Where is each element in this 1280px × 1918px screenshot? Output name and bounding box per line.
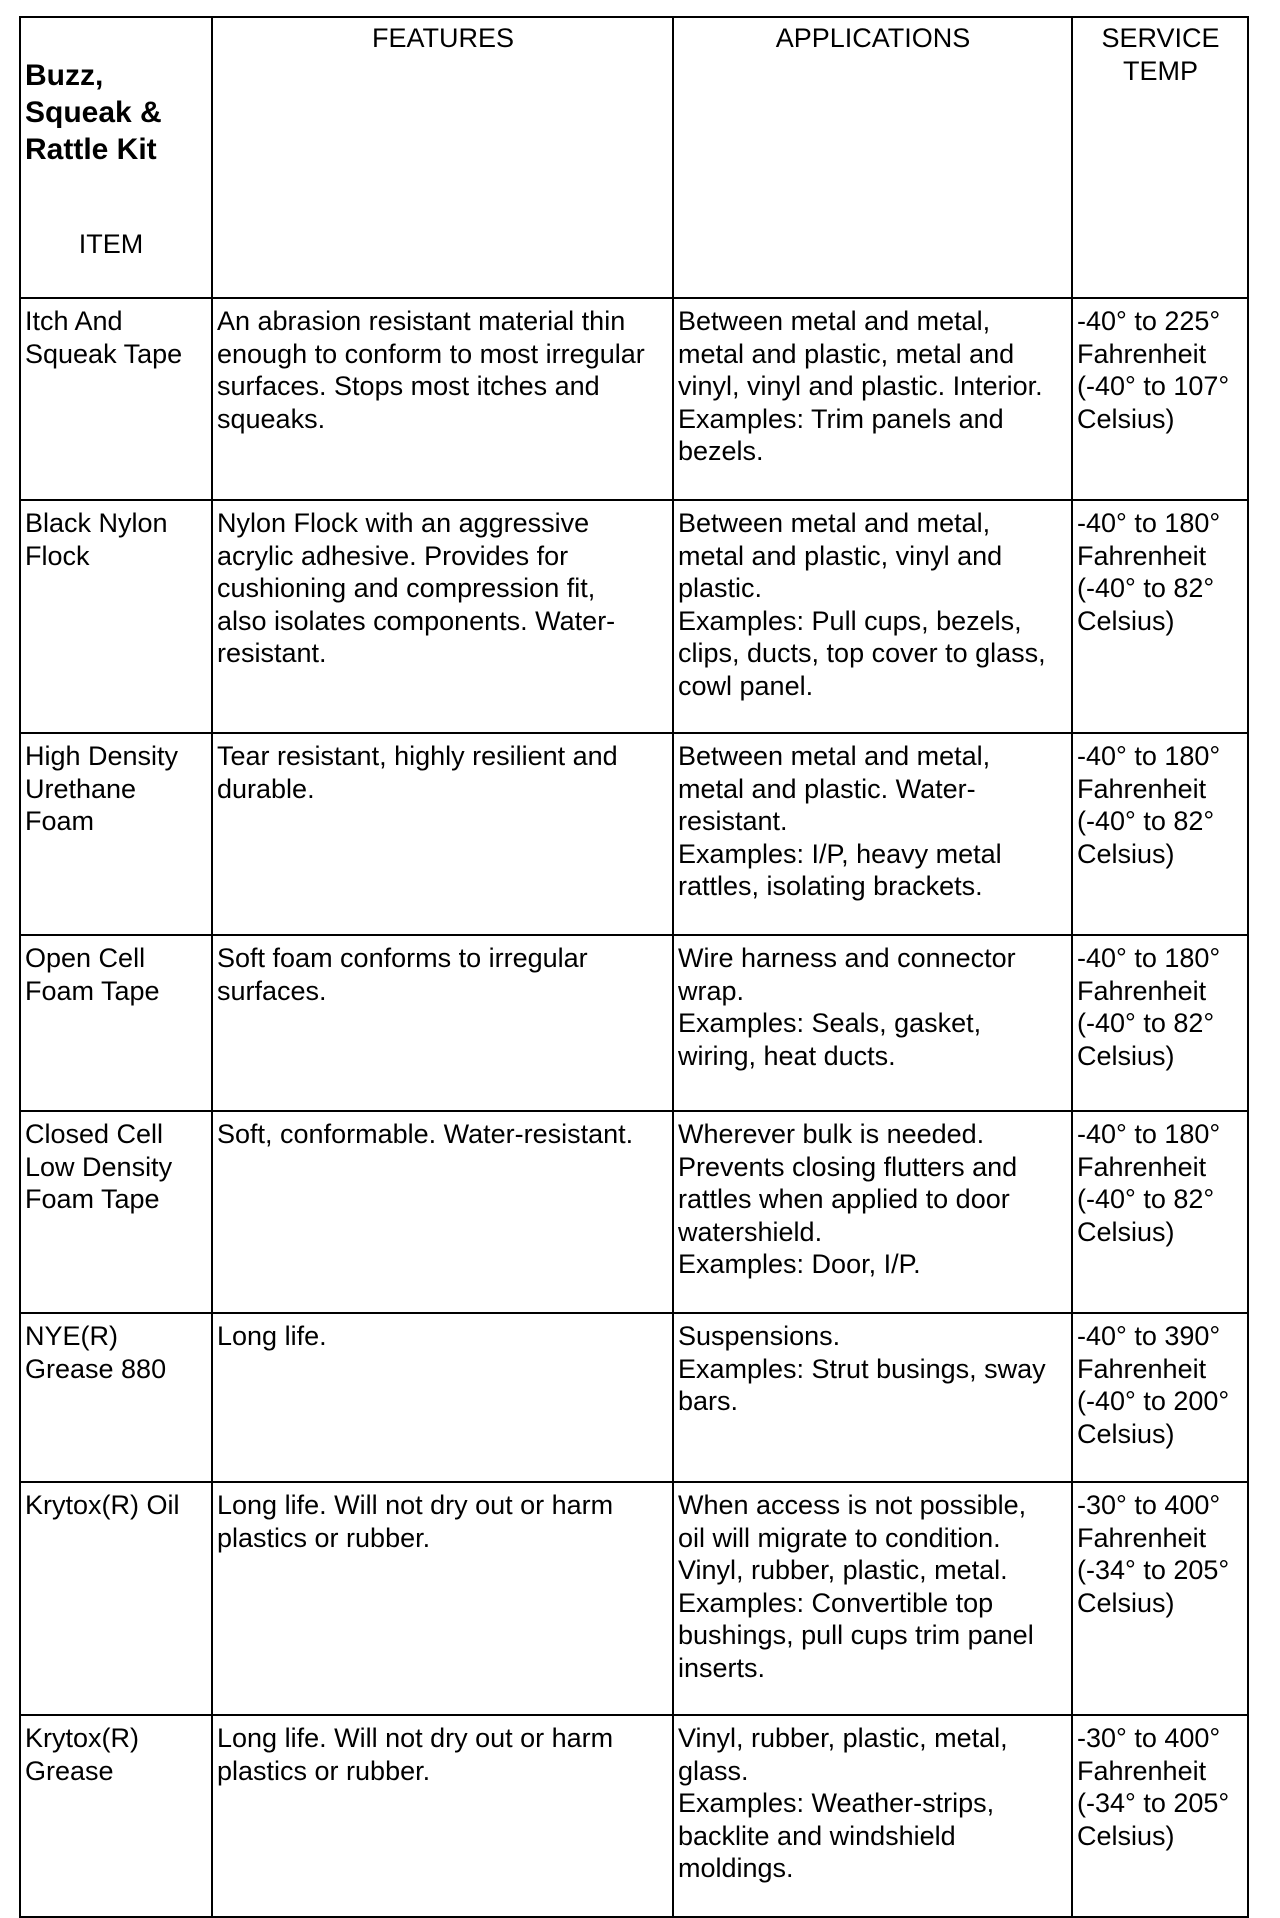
applications-cell: Vinyl, rubber, plastic, metal, glass. Examples: Weather-strips, backlite and windshield moldings. bbox=[673, 1715, 1072, 1917]
table-title: Buzz, Squeak & Rattle Kit bbox=[25, 58, 162, 166]
table-row bbox=[20, 1482, 1248, 1715]
header-features: FEATURES bbox=[212, 17, 673, 298]
table-row bbox=[20, 1313, 1248, 1482]
table-row bbox=[20, 500, 1248, 733]
header-applications: APPLICATIONS bbox=[673, 17, 1072, 298]
service-temp-cell: -30° to 400° Fahrenheit (-34° to 205° Celsius) bbox=[1072, 1715, 1248, 1917]
features-cell: An abrasion resistant material thin enough to conform to most irregular surfaces. Stops most itches and squeaks. bbox=[212, 298, 673, 500]
service-temp-cell: -30° to 400° Fahrenheit (-34° to 205° Celsius) bbox=[1072, 1482, 1248, 1715]
item-cell: Itch And Squeak Tape bbox=[20, 298, 212, 500]
table-row bbox=[20, 298, 1248, 500]
features-cell: Long life. Will not dry out or harm plastics or rubber. bbox=[212, 1482, 673, 1715]
applications-cell: When access is not possible, oil will migrate to condition. Vinyl, rubber, plastic, metal. Examples: Convertible top bushings, pull cups trim panel inserts. bbox=[673, 1482, 1072, 1715]
header-service-temp: SERVICE TEMP bbox=[1072, 17, 1248, 298]
applications-cell: Between metal and metal, metal and plastic. Water- resistant. Examples: I/P, heavy metal rattles, isolating brackets. bbox=[673, 733, 1072, 935]
header-item-cell bbox=[20, 17, 212, 298]
service-temp-cell: -40° to 180° Fahrenheit (-40° to 82° Celsius) bbox=[1072, 1111, 1248, 1313]
features-cell: Nylon Flock with an aggressive acrylic adhesive. Provides for cushioning and compression fit, also isolates components. Water- resistant. bbox=[212, 500, 673, 733]
item-cell: Krytox(R) Grease bbox=[20, 1715, 212, 1917]
features-cell: Soft foam conforms to irregular surfaces. bbox=[212, 935, 673, 1111]
table-row bbox=[20, 1715, 1248, 1917]
kit-table bbox=[19, 16, 1249, 1918]
service-temp-cell: -40° to 180° Fahrenheit (-40° to 82° Celsius) bbox=[1072, 500, 1248, 733]
applications-cell: Wire harness and connector wrap. Examples: Seals, gasket, wiring, heat ducts. bbox=[673, 935, 1072, 1111]
service-temp-cell: -40° to 180° Fahrenheit (-40° to 82° Celsius) bbox=[1072, 935, 1248, 1111]
header-row bbox=[20, 17, 1248, 298]
features-cell: Long life. Will not dry out or harm plastics or rubber. bbox=[212, 1715, 673, 1917]
item-cell: NYE(R) Grease 880 bbox=[20, 1313, 212, 1482]
table-row bbox=[20, 935, 1248, 1111]
table-row bbox=[20, 1111, 1248, 1313]
item-cell: Open Cell Foam Tape bbox=[20, 935, 212, 1111]
service-temp-cell: -40° to 390° Fahrenheit (-40° to 200° Celsius) bbox=[1072, 1313, 1248, 1482]
service-temp-cell: -40° to 225° Fahrenheit (-40° to 107° Celsius) bbox=[1072, 298, 1248, 500]
table-row bbox=[20, 733, 1248, 935]
item-cell: Closed Cell Low Density Foam Tape bbox=[20, 1111, 212, 1313]
applications-cell: Between metal and metal, metal and plastic, vinyl and plastic. Examples: Pull cups, bezels, clips, ducts, top cover to glass, cowl panel. bbox=[673, 500, 1072, 733]
features-cell: Soft, conformable. Water-resistant. bbox=[212, 1111, 673, 1313]
item-cell: Krytox(R) Oil bbox=[20, 1482, 212, 1715]
service-temp-cell: -40° to 180° Fahrenheit (-40° to 82° Celsius) bbox=[1072, 733, 1248, 935]
applications-cell: Suspensions. Examples: Strut busings, sway bars. bbox=[673, 1313, 1072, 1482]
features-cell: Tear resistant, highly resilient and durable. bbox=[212, 733, 673, 935]
item-cell: High Density Urethane Foam bbox=[20, 733, 212, 935]
features-cell: Long life. bbox=[212, 1313, 673, 1482]
header-item: ITEM bbox=[78, 229, 144, 259]
item-cell: Black Nylon Flock bbox=[20, 500, 212, 733]
applications-cell: Between metal and metal, metal and plastic, metal and vinyl, vinyl and plastic. Interior. Examples: Trim panels and bezels. bbox=[673, 298, 1072, 500]
applications-cell: Wherever bulk is needed. Prevents closing flutters and rattles when applied to door watershield. Examples: Door, I/P. bbox=[673, 1111, 1072, 1313]
